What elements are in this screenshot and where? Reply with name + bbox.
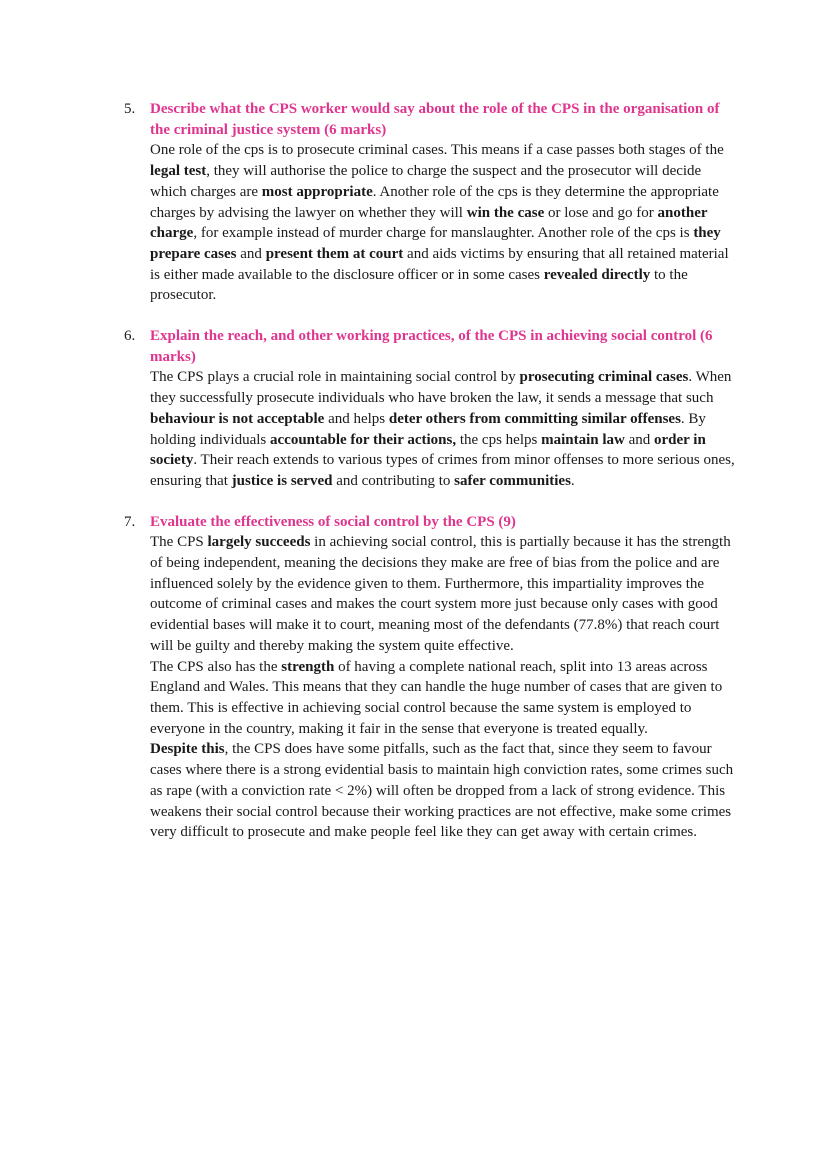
question-title: Explain the reach, and other working practices, of the CPS in achieving social control (6 marks) (150, 328, 713, 365)
answer-emphasis: safer communities (454, 472, 571, 489)
answer-text: , the CPS does have some pitfalls, such as the fact that, since they seem to favour cases where there is a strong evidential basis to maintain high conviction rates, some crimes such as rape (with a conviction rate < 2%) will often be dropped from a lack of strong evidence. This weakens their social control because their working practices are not effective, make some crimes very difficult to prosecute and make people feel like they can get away with certain crimes. (150, 741, 734, 841)
question-number: 5. (124, 101, 136, 117)
answer-text: to the prosecutor. (150, 266, 688, 304)
answer-text: and aids victims by ensuring that all retained material is either made available to the disclosure officer or in some cases (150, 245, 729, 283)
answer-emphasis: revealed directly (543, 266, 651, 283)
answer-paragraph (150, 657, 736, 740)
answer-text: . Their reach extends to various types of crimes from minor offenses to more serious ones, ensuring that (150, 452, 735, 489)
answer-text: . When they successfully prosecute individuals who have broken the law, it sends a message that such (150, 369, 732, 407)
answer-text: . Another role of the cps is they determine the appropriate charges by advising the lawyer on whether they will (150, 183, 719, 221)
answer-text: of having a complete national reach, split into 13 areas across England and Wales. This means that they can handle the huge number of cases that are given to them. This is effective in achieving social control because the same system is employed to everyone in the country, making it fair in the sense that everyone is treated equally. (150, 658, 723, 737)
answer-text: , they will authorise the police to charge the suspect and the prosecutor will decide which charges are (150, 163, 702, 200)
answer-text: . By holding individuals (150, 410, 706, 448)
answer-text: the cps helps (456, 431, 542, 448)
answer-paragraph (150, 367, 736, 491)
question-title: Evaluate the effectiveness of social control by the CPS (9) (150, 513, 516, 530)
answer-text: The CPS (150, 534, 208, 551)
answer-emphasis: largely succeeds (207, 534, 311, 551)
answer-paragraph (150, 532, 736, 656)
question-item (124, 326, 736, 492)
answer-emphasis: Despite this (150, 741, 225, 758)
answer-text: One role of the cps is to prosecute criminal cases. This means if a case passes both stages of the (150, 142, 724, 159)
answer-emphasis: they prepare cases (150, 225, 721, 262)
answer-text: The CPS also has the (150, 658, 282, 675)
question-number: 7. (124, 513, 136, 530)
answer-emphasis: present them at court (265, 245, 404, 262)
answer-emphasis: another charge (150, 204, 708, 242)
answer-emphasis: maintain law (541, 431, 625, 448)
answer-text: and helps (324, 410, 389, 427)
answer-text: , for example instead of murder charge for manslaughter. Another role of the cps is (193, 225, 694, 242)
answer-text: The CPS plays a crucial role in maintaining social control by (150, 369, 520, 386)
question-item (124, 512, 736, 843)
answer-text: and (624, 431, 655, 448)
answer-body (150, 367, 736, 491)
answer-emphasis: deter others from committing similar offenses (388, 410, 681, 427)
answer-paragraph (150, 739, 736, 843)
question-number: 6. (124, 328, 136, 345)
question-item (124, 99, 736, 306)
answer-body (150, 532, 736, 843)
answer-text: and (236, 245, 266, 262)
answer-emphasis: justice is served (231, 472, 333, 489)
answer-emphasis: accountable for their actions, (270, 431, 457, 448)
answer-text: or lose and go for (544, 204, 658, 221)
answer-text: and contributing to (332, 472, 455, 489)
answer-text: in achieving social control, this is partially because it has the strength of being independent, meaning the decisions they make are free of bias from the police and are influenced solely by the evidence given to them. Furthermore, this impartiality improves the outcome of criminal cases and makes the court system more just because only cases with good evidential bases will make it to court, meaning most of the defendants (77.8%) that reach court will be guilty and thereby making the system quite effective. (150, 534, 731, 654)
answer-emphasis: legal test (150, 163, 207, 180)
answer-emphasis: prosecuting criminal cases (519, 369, 689, 386)
answer-text: . (570, 472, 575, 489)
answer-emphasis: win the case (466, 204, 545, 221)
question-title: Describe what the CPS worker would say about the role of the CPS in the organisation of the criminal justice system (6 marks) (150, 101, 720, 138)
answer-emphasis: order in society (150, 431, 706, 469)
answer-body (150, 140, 736, 306)
answer-emphasis: strength (281, 658, 335, 675)
answer-paragraph (150, 140, 736, 306)
question-list (124, 99, 736, 843)
answer-emphasis: most appropriate (261, 183, 373, 200)
answer-emphasis: behaviour is not acceptable (150, 410, 325, 427)
